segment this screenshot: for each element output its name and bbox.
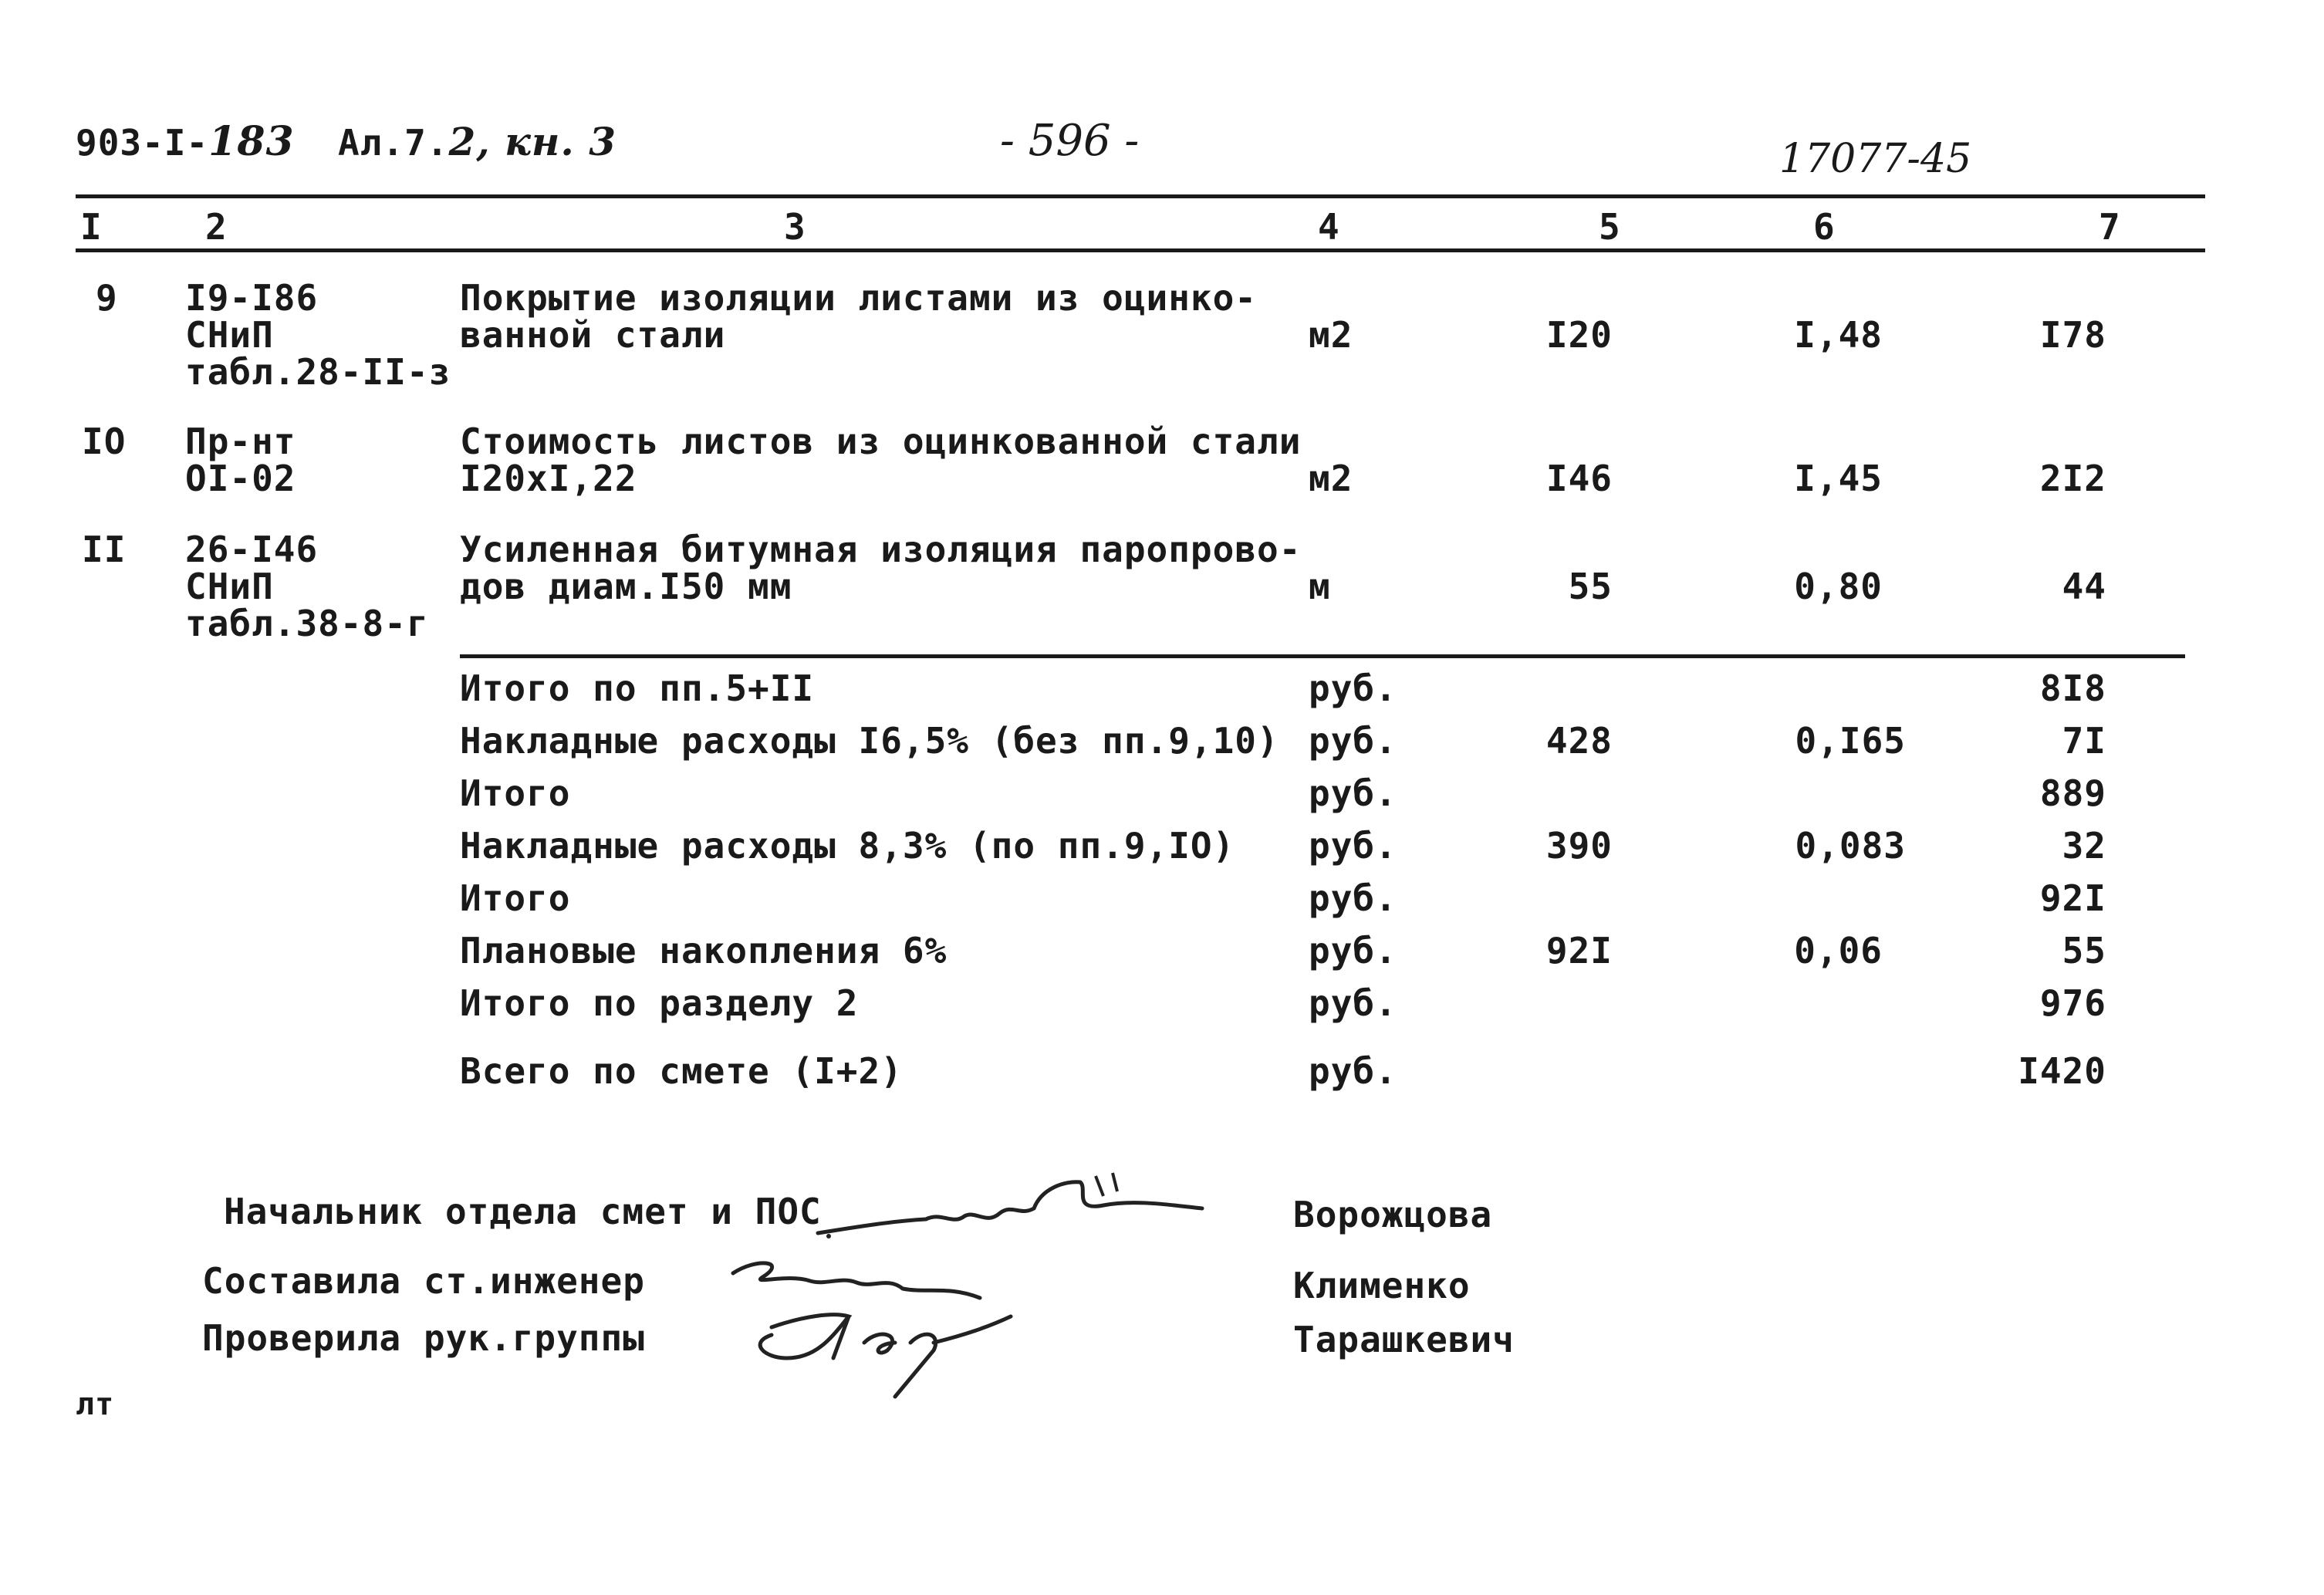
totals-amount: 976 (2039, 982, 2106, 1024)
doc-code (76, 118, 295, 165)
row-quantity: I20 (1545, 314, 1613, 356)
row-description-line: ванной стали (460, 314, 726, 356)
signature-name: Тарашкевич (1293, 1319, 1515, 1360)
totals-unit: руб. (1309, 825, 1397, 867)
signature-role: Проверила рук.группы (202, 1317, 645, 1359)
row-description-line: Усиленная битумная изоляция паропрово- (460, 529, 1302, 570)
row-total: 44 (2062, 566, 2106, 607)
col-header-4: 4 (1318, 206, 1340, 248)
row-total: I78 (2039, 314, 2106, 356)
row-unit: м (1309, 566, 1331, 607)
row-unit-price: I,45 (1794, 458, 1883, 499)
totals-amount: 7I (2062, 720, 2106, 762)
row-code-line: OI-02 (185, 458, 296, 499)
row-description-line: дов диам.I50 мм (460, 566, 792, 607)
row-description-line: I20xI,22 (460, 458, 637, 499)
totals-base: 390 (1545, 825, 1613, 867)
doc-code-printed: 903-I- (76, 122, 209, 164)
col-header-7: 7 (2099, 206, 2121, 248)
row-code-line: Пр-нт (185, 421, 296, 462)
page-number: - 596 - (1000, 116, 1140, 166)
col-header-2: 2 (205, 206, 228, 248)
ref-number: 17077-45 (1779, 136, 1972, 182)
row-description-line: Стоимость листов из оцинкованной стали (460, 421, 1302, 462)
row-code-line: 26-I46 (185, 529, 319, 570)
signature-scribble-1 (810, 1165, 1211, 1250)
col-header-1: I (80, 206, 103, 248)
totals-base: 428 (1545, 720, 1613, 762)
row-quantity: I46 (1545, 458, 1613, 499)
signature-role: Составила ст.инженер (202, 1260, 645, 1302)
totals-unit: руб. (1309, 877, 1397, 919)
row-code-line: I9-I86 (185, 277, 319, 319)
totals-unit: руб. (1309, 667, 1397, 709)
row-number: 9 (96, 277, 118, 319)
totals-label: Итого по разделу 2 (460, 982, 859, 1024)
row-code-line: СНиП (185, 566, 274, 607)
totals-unit: руб. (1309, 772, 1397, 814)
totals-label: Итого (460, 877, 571, 919)
totals-rate: 0,083 (1795, 825, 1906, 867)
grand-total-label: Всего по смете (I+2) (460, 1050, 903, 1092)
totals-rate: 0,06 (1794, 930, 1883, 972)
row-number: IO (82, 421, 127, 462)
row-unit: м2 (1309, 458, 1353, 499)
row-code-line: табл.28-II-з (185, 351, 451, 393)
row-unit-price: I,48 (1794, 314, 1883, 356)
totals-unit: руб. (1309, 982, 1397, 1024)
row-quantity: 55 (1568, 566, 1613, 607)
row-unit: м2 (1309, 314, 1353, 356)
totals-unit: руб. (1309, 720, 1397, 762)
col-header-6: 6 (1813, 206, 1836, 248)
header-bottom-rule (76, 248, 2205, 252)
row-code-line: СНиП (185, 314, 274, 356)
grand-total-amount: I420 (2018, 1050, 2106, 1092)
col-header-5: 5 (1599, 206, 1621, 248)
signature-name: Ворожцова (1293, 1194, 1493, 1235)
signature-scribble-2 (718, 1242, 1042, 1404)
totals-label: Накладные расходы I6,5% (без пп.9,10) (460, 720, 1279, 762)
totals-amount: 8I8 (2039, 667, 2106, 709)
totals-label: Итого по пп.5+II (460, 667, 815, 709)
row-code-line: табл.38-8-г (185, 603, 429, 644)
row-unit-price: 0,80 (1794, 566, 1883, 607)
totals-unit: руб. (1309, 930, 1397, 972)
col-header-3: 3 (784, 206, 806, 248)
table-top-rule (76, 194, 2205, 198)
totals-label: Плановые накопления 6% (460, 930, 948, 972)
totals-base: 92I (1545, 930, 1613, 972)
row-number: II (82, 529, 127, 570)
totals-amount: 92I (2039, 877, 2106, 919)
row-total: 2I2 (2039, 458, 2106, 499)
totals-label: Итого (460, 772, 571, 814)
totals-label: Накладные расходы 8,3% (по пп.9,IO) (460, 825, 1235, 867)
album-printed: Ал.7. (338, 122, 449, 164)
footer-mark: лт (76, 1387, 115, 1422)
totals-amount: 889 (2039, 772, 2106, 814)
totals-amount: 32 (2062, 825, 2106, 867)
signature-name: Клименко (1293, 1265, 1471, 1306)
signature-role: Начальник отдела смет и ПОС (224, 1191, 822, 1232)
doc-code-handwritten: 183 (208, 118, 295, 165)
album-handwritten: 2, кн. 3 (448, 119, 616, 164)
totals-rate: 0,I65 (1795, 720, 1906, 762)
album-ref (338, 119, 616, 164)
row-description-line: Покрытие изоляции листами из оцинко- (460, 277, 1257, 319)
grand-total-unit: руб. (1309, 1050, 1397, 1092)
totals-rule (460, 654, 2185, 658)
totals-amount: 55 (2062, 930, 2106, 972)
